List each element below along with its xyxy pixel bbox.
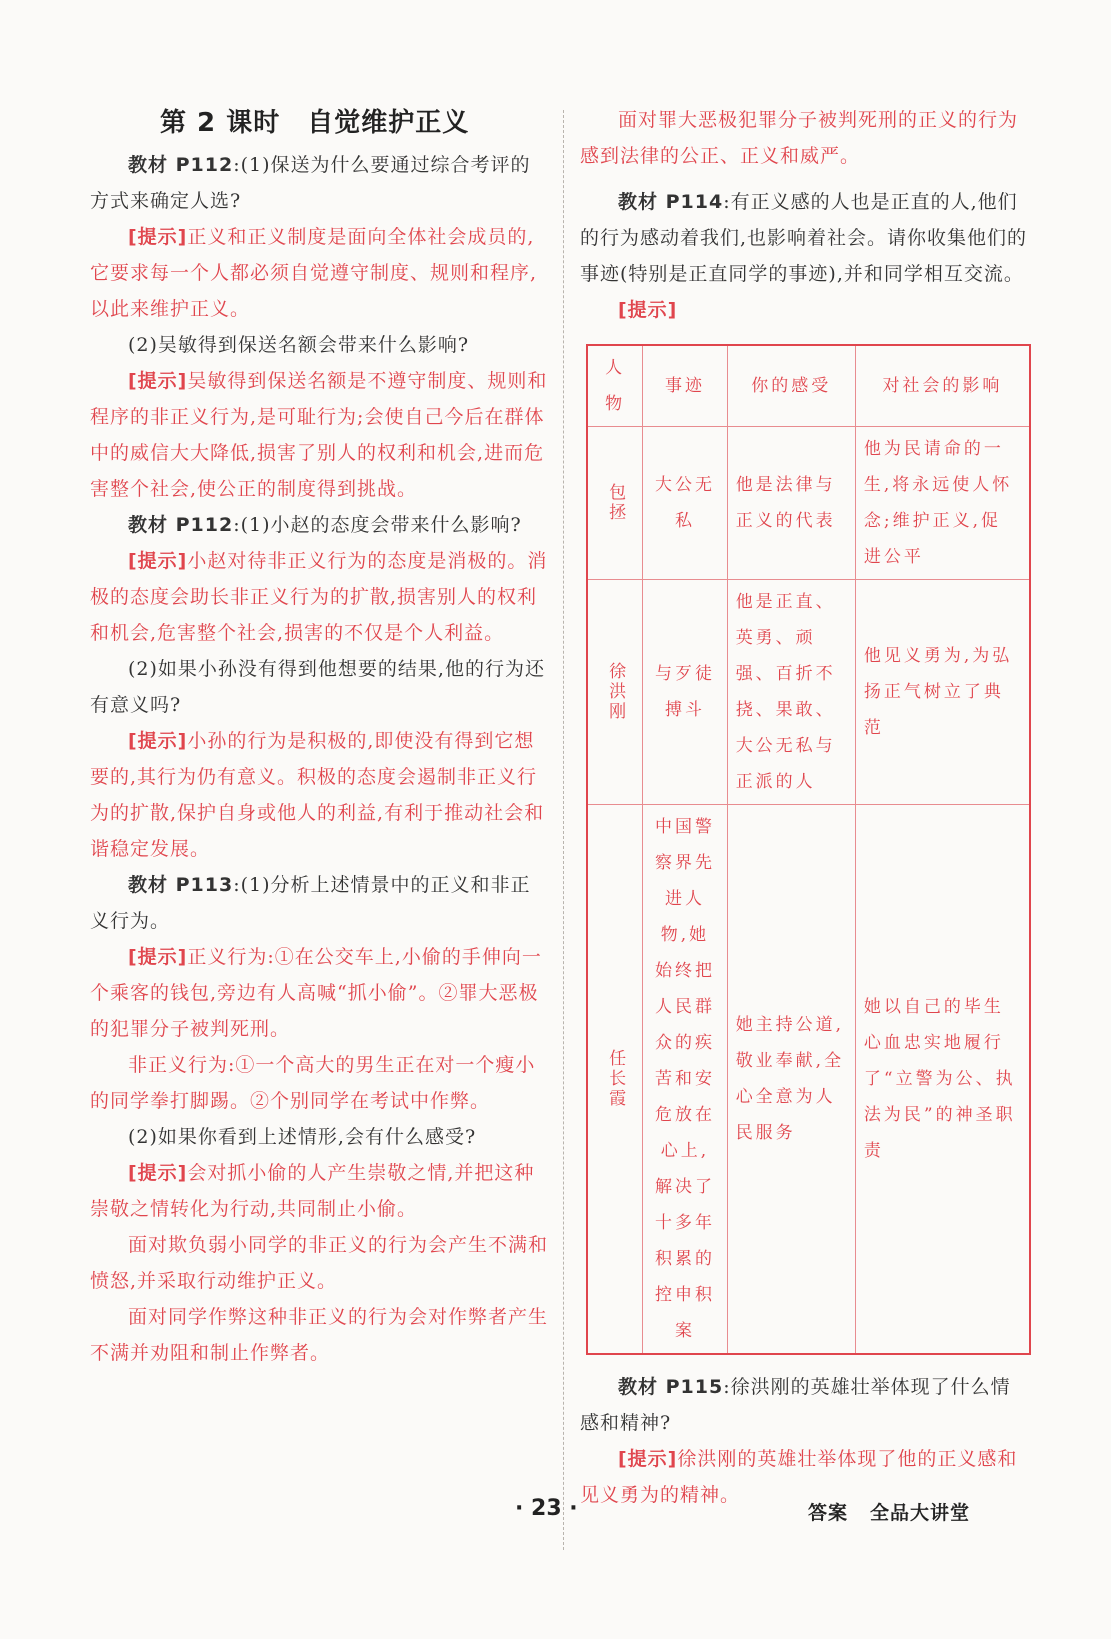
hint-tag: [提示] [128,550,188,572]
textbook-ref: 教材 P112 [128,154,234,176]
person-impact: 他为民请命的一生,将永远使人怀念;维护正义,促进公平 [855,427,1030,580]
textbook-ref: 教材 P113 [128,874,234,896]
textbook-ref: 教材 P114 [618,191,724,213]
question-p113-1 [90,867,550,939]
person-feeling: 他是法律与正义的代表 [727,427,855,580]
question-text: :徐洪刚的英雄壮举体现了什么情感和精神? [580,1376,1011,1434]
question-p112b-2: (2)如果小孙没有得到他想要的结果,他的行为还有意义吗? [90,658,545,716]
hint-tag: [提示] [128,370,188,392]
lesson-title: 第 2 课时 自觉维护正义 [160,108,470,138]
question-p114 [580,184,1030,292]
righteous-people-table [586,344,1031,1355]
question-p112-1 [90,147,550,219]
question-p112-2: (2)吴敏得到保送名额会带来什么影响? [128,334,470,356]
brand-name: 全品大讲堂 [870,1502,971,1524]
footer-brand [808,1498,970,1525]
hint-bullying: 面对欺负弱小同学的非正义的行为会产生不满和愤怒,并采取行动维护正义。 [90,1234,549,1292]
person-name: 任长霞 [587,805,643,1355]
hint-tag: [提示] [128,730,188,752]
header-feeling: 你的感受 [727,345,855,427]
hint-text: 正义行为:①在公交车上,小偷的手伸向一个乘客的钱包,旁边有人高喊“抓小偷”。②罪大恶极的犯罪分子被判死刑。 [90,946,542,1040]
question-p112b-1 [90,507,550,543]
hint-unjust-acts: 非正义行为:①一个高大的男生正在对一个瘦小的同学拳打脚踢。②个别同学在考试中作弊。 [90,1054,536,1112]
table-header-row [587,345,1030,427]
person-deed: 中国警察界先进人物,她始终把人民群众的疾苦和安危放在心上,解决了十多年积累的控申积案 [643,805,727,1355]
hint-text: 小赵对待非正义行为的态度是消极的。消极的态度会助长非正义行为的扩散,损害别人的权利和机会,危害整个社会,损害的不仅是个人利益。 [90,550,548,644]
person-feeling: 她主持公道,敬业奉献,全心全意为人民服务 [727,805,855,1355]
question-text: :有正义感的人也是正直的人,他们的行为感动着我们,也影响着社会。请你收集他们的事迹(特别是正直同学的事迹),并和同学相互交流。 [580,191,1028,285]
hint-p113-2 [90,1155,550,1227]
hint-tag: [提示] [618,1448,678,1470]
hint-tag: [提示] [128,946,188,968]
hint-tag: [提示] [618,299,678,321]
header-person: 人物 [587,345,643,427]
question-text: :(1)小赵的态度会带来什么影响? [233,514,522,536]
table-row [587,427,1030,580]
hint-text: 正义和正义制度是面向全体社会成员的,它要求每一个人都必须自觉遵守制度、规则和程序,以此来维护正义。 [90,226,538,320]
right-column [580,100,1030,1513]
person-deed: 大公无私 [643,427,727,580]
hint-tag: [提示] [128,226,188,248]
answer-label: 答案 [808,1502,849,1524]
header-deed: 事迹 [643,345,727,427]
table-row [587,580,1030,805]
person-name: 徐洪刚 [587,580,643,805]
hint-p114-tag [580,292,1030,328]
hint-p112b-2 [90,723,550,867]
question-text: :(1)分析上述情景中的正义和非正义行为。 [90,874,531,932]
table-row [587,805,1030,1355]
hint-death-penalty: 面对罪大恶极犯罪分子被判死刑的正义的行为感到法律的公正、正义和威严。 [580,109,1019,167]
person-feeling: 他是正直、英勇、顽强、百折不挠、果敢、大公无私与正派的人 [727,580,855,805]
hint-text: 徐洪刚的英雄壮举体现了他的正义感和见义勇为的精神。 [580,1448,1018,1506]
hint-text: 会对抓小偷的人产生崇敬之情,并把这种崇敬之情转化为行动,共同制止小偷。 [90,1162,535,1220]
question-text: :(1)保送为什么要通过综合考评的方式来确定人选? [90,154,531,212]
left-column [90,100,550,1371]
hint-p112b-1 [90,543,550,651]
hint-cheating: 面对同学作弊这种非正义的行为会对作弊者产生不满并劝阻和制止作弊者。 [90,1306,549,1364]
person-impact: 她以自己的毕生心血忠实地履行了“立警为公、执法为民”的神圣职责 [855,805,1030,1355]
textbook-ref: 教材 P112 [128,514,234,536]
page-number: · 23 · [515,1496,578,1521]
hint-text: 吴敏得到保送名额是不遵守制度、规则和程序的非正义行为,是可耻行为;会使自己今后在群体中的威信大大降低,损害了别人的权利和机会,进而危害整个社会,使公正的制度得到挑战。 [90,370,548,500]
person-deed: 与歹徒搏斗 [643,580,727,805]
hint-p112-1 [90,219,550,327]
question-p115 [580,1369,1030,1441]
hint-tag: [提示] [128,1162,188,1184]
textbook-ref: 教材 P115 [618,1376,724,1398]
person-name: 包拯 [587,427,643,580]
hint-text: 小孙的行为是积极的,即使没有得到它想要的,其行为仍有意义。积极的态度会遏制非正义行为的扩散,保护自身或他人的利益,有利于推动社会和谐稳定发展。 [90,730,545,860]
column-divider [563,110,564,1550]
hint-p112-2 [90,363,550,507]
person-impact: 他见义勇为,为弘扬正气树立了典范 [855,580,1030,805]
header-impact: 对社会的影响 [855,345,1030,427]
hint-p113-1 [90,939,550,1047]
question-p113-2: (2)如果你看到上述情形,会有什么感受? [128,1126,477,1148]
